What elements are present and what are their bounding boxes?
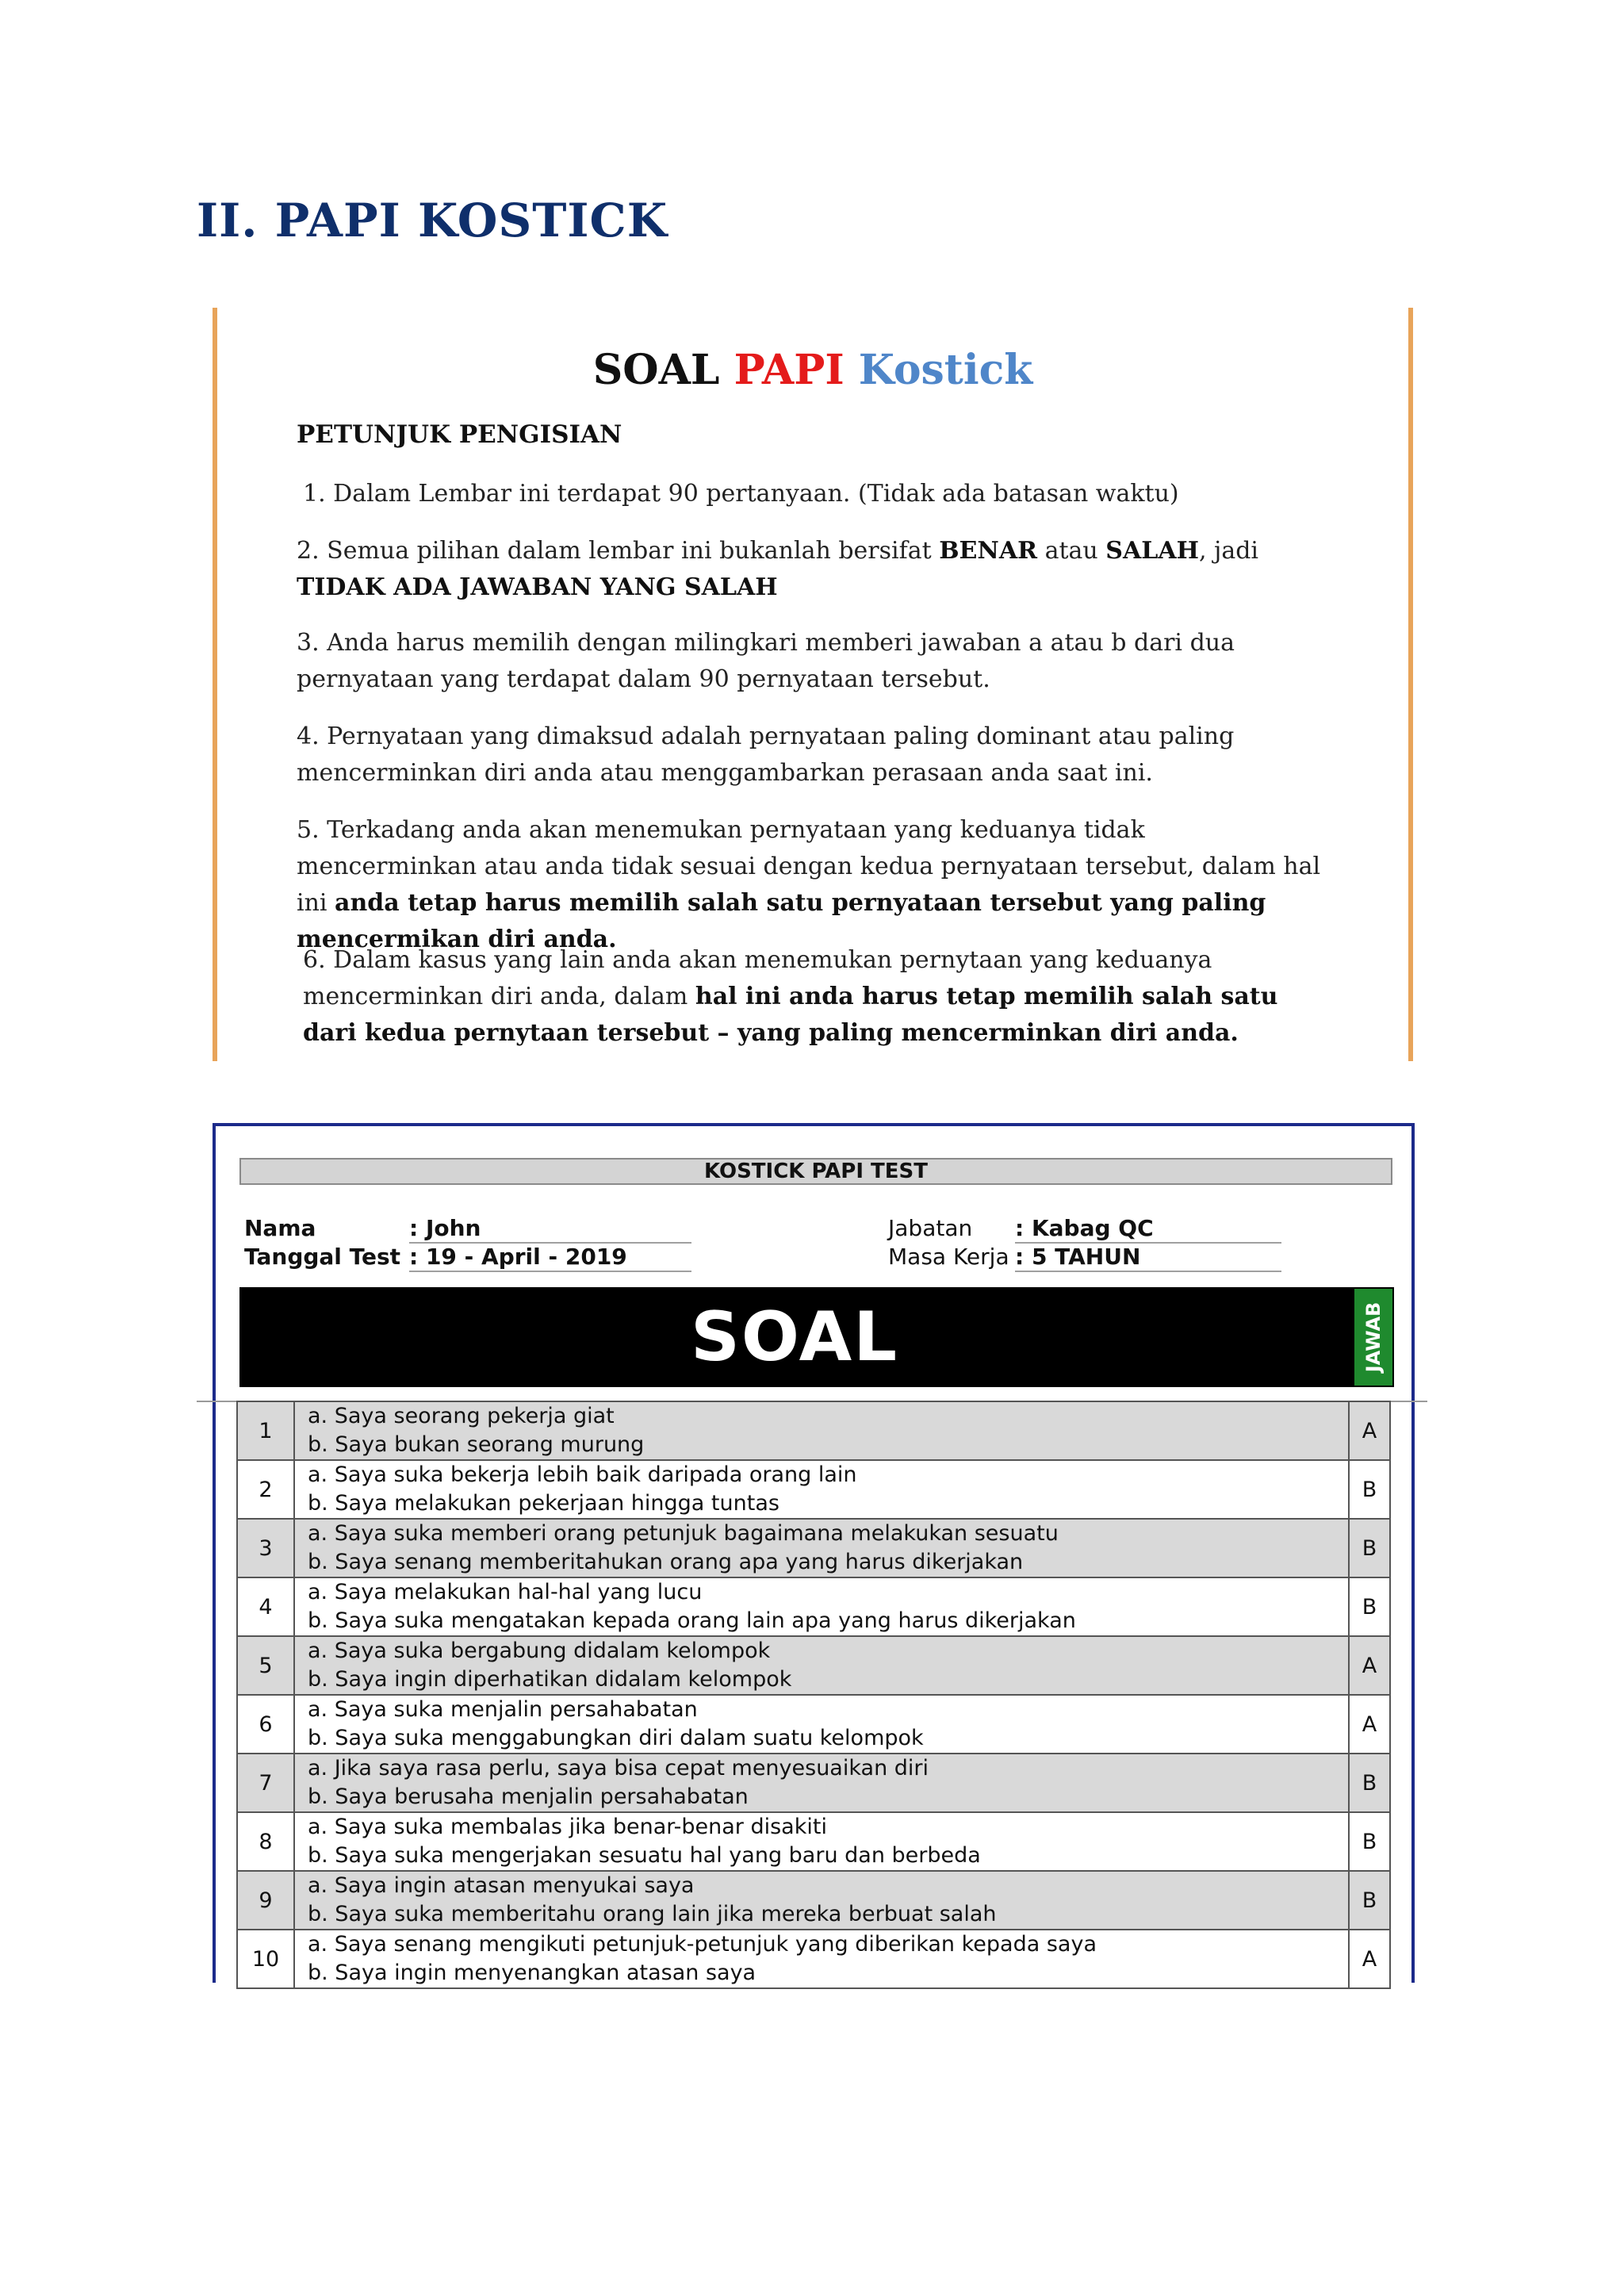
- nama-label: Nama: [244, 1215, 316, 1241]
- question-row: [237, 1519, 1390, 1577]
- question-number: 9: [237, 1871, 294, 1930]
- answer-cell[interactable]: A: [1349, 1636, 1390, 1695]
- title-papi: PAPI: [733, 346, 845, 394]
- option-a[interactable]: a. Saya suka memberi orang petunjuk bagaimana melakukan sesuatu: [308, 1521, 1059, 1546]
- question-options: [294, 1754, 1349, 1812]
- answer-cell[interactable]: B: [1349, 1871, 1390, 1930]
- question-number: 6: [237, 1695, 294, 1754]
- soal-banner: [239, 1287, 1394, 1387]
- question-number: 3: [237, 1519, 294, 1577]
- jabatan-value: : Kabag QC: [1015, 1215, 1281, 1244]
- option-a[interactable]: a. Saya melakukan hal-hal yang lucu: [308, 1580, 703, 1604]
- instruction-bold: anda tetap harus memilih salah satu pernyataan tersebut yang paling mencermikan diri anda.: [297, 889, 1266, 953]
- answer-cell[interactable]: A: [1349, 1695, 1390, 1754]
- soal-title: [217, 346, 1408, 394]
- option-a[interactable]: a. Saya suka bekerja lebih baik daripada orang lain: [308, 1462, 857, 1487]
- nama-value: : John: [409, 1215, 691, 1244]
- masa-kerja-label: Masa Kerja: [888, 1244, 1009, 1270]
- sheet-header: KOSTICK PAPI TEST: [239, 1158, 1392, 1185]
- option-b[interactable]: b. Saya berusaha menjalin persahabatan: [308, 1784, 749, 1809]
- option-b[interactable]: b. Saya ingin diperhatikan didalam kelompok: [308, 1667, 792, 1692]
- option-b[interactable]: b. Saya melakukan pekerjaan hingga tuntas: [308, 1491, 779, 1516]
- masa-kerja-value: : 5 TAHUN: [1015, 1244, 1281, 1272]
- question-row: [237, 1636, 1390, 1695]
- answer-cell[interactable]: B: [1349, 1577, 1390, 1636]
- question-row: [237, 1754, 1390, 1812]
- instructions-subtitle: PETUNJUK PENGISIAN: [297, 420, 622, 449]
- instruction-text: 2. Semua pilihan dalam lembar ini bukanlah bersifat: [297, 537, 940, 565]
- instruction-text: atau: [1037, 537, 1106, 565]
- question-row: [237, 1577, 1390, 1636]
- instruction-text: 5. Terkadang anda akan menemukan pernyataan yang keduanya tidak mencerminkan atau anda tidak sesuai dengan kedua pernyataan tersebut, dalam hal ini: [297, 816, 1321, 917]
- instruction-bold: hal ini anda harus tetap memilih salah satu dari kedua pernytaan tersebut – yang paling mencerminkan diri anda.: [303, 983, 1278, 1047]
- question-options: [294, 1636, 1349, 1695]
- option-a[interactable]: a. Jika saya rasa perlu, saya bisa cepat menyesuaikan diri: [308, 1756, 929, 1780]
- jawab-column-header: [1354, 1289, 1392, 1386]
- jabatan-label: Jabatan: [888, 1215, 973, 1241]
- question-options: [294, 1930, 1349, 1988]
- question-number: 10: [237, 1930, 294, 1988]
- option-a[interactable]: a. Saya senang mengikuti petunjuk-petunjuk yang diberikan kepada saya: [308, 1932, 1097, 1957]
- instruction-text: , jadi: [1198, 537, 1259, 565]
- instruction-item-6: [303, 942, 1334, 1052]
- option-b[interactable]: b. Saya suka menggabungkan diri dalam suatu kelompok: [308, 1726, 924, 1750]
- option-b[interactable]: b. Saya suka mengerjakan sesuatu hal yang baru dan berbeda: [308, 1843, 981, 1868]
- option-b[interactable]: b. Saya ingin menyenangkan atasan saya: [308, 1961, 756, 1985]
- question-row: [237, 1401, 1390, 1460]
- tanggal-label: Tanggal Test: [244, 1244, 401, 1270]
- instruction-item-4: 4. Pernyataan yang dimaksud adalah pernyataan paling dominant atau paling mencerminkan diri anda atau menggambarkan perasaan anda saat ini.: [297, 723, 1235, 787]
- option-b[interactable]: b. Saya suka memberitahu orang lain jika mereka berbuat salah: [308, 1902, 997, 1926]
- title-kostick: Kostick: [858, 346, 1033, 394]
- question-options: [294, 1812, 1349, 1871]
- instruction-item-1: 1. Dalam Lembar ini terdapat 90 pertanyaan. (Tidak ada batasan waktu): [303, 480, 1179, 508]
- instructions-box: [213, 308, 1413, 1061]
- question-row: [237, 1812, 1390, 1871]
- banner-text: SOAL: [690, 1297, 899, 1377]
- answer-cell[interactable]: B: [1349, 1812, 1390, 1871]
- option-b[interactable]: b. Saya bukan seorang murung: [308, 1432, 645, 1457]
- question-row: [237, 1460, 1390, 1519]
- question-number: 5: [237, 1636, 294, 1695]
- question-options: [294, 1460, 1349, 1519]
- question-number: 1: [237, 1401, 294, 1460]
- question-options: [294, 1695, 1349, 1754]
- instruction-bold: SALAH: [1105, 537, 1199, 565]
- instruction-item-3: 3. Anda harus memilih dengan milingkari memberi jawaban a atau b dari dua pernyataan yang terdapat dalam 90 pernyataan tersebut.: [297, 629, 1235, 693]
- instruction-item-5: [297, 812, 1327, 958]
- question-number: 8: [237, 1812, 294, 1871]
- question-options: [294, 1519, 1349, 1577]
- question-row: [237, 1695, 1390, 1754]
- question-number: 7: [237, 1754, 294, 1812]
- answer-cell[interactable]: A: [1349, 1401, 1390, 1460]
- option-b[interactable]: b. Saya suka mengatakan kepada orang lain apa yang harus dikerjakan: [308, 1608, 1076, 1633]
- info-left: [244, 1215, 879, 1278]
- question-row: [237, 1930, 1390, 1988]
- question-options: [294, 1871, 1349, 1930]
- instruction-bold: TIDAK ADA JAWABAN YANG SALAH: [297, 573, 778, 601]
- tanggal-value: : 19 - April - 2019: [409, 1244, 691, 1272]
- answer-cell[interactable]: B: [1349, 1460, 1390, 1519]
- option-a[interactable]: a. Saya seorang pekerja giat: [308, 1404, 615, 1428]
- question-row: [237, 1871, 1390, 1930]
- page-heading: II. PAPI KOSTICK: [197, 194, 668, 247]
- option-a[interactable]: a. Saya suka membalas jika benar-benar disakiti: [308, 1815, 827, 1839]
- jawab-label: JAWAB: [1362, 1301, 1385, 1373]
- answer-cell[interactable]: B: [1349, 1519, 1390, 1577]
- question-options: [294, 1401, 1349, 1460]
- question-options: [294, 1577, 1349, 1636]
- question-number: 4: [237, 1577, 294, 1636]
- answer-cell[interactable]: A: [1349, 1930, 1390, 1988]
- question-number: 2: [237, 1460, 294, 1519]
- option-b[interactable]: b. Saya senang memberitahukan orang apa yang harus dikerjakan: [308, 1550, 1024, 1574]
- answer-cell[interactable]: B: [1349, 1754, 1390, 1812]
- instruction-bold: BENAR: [939, 537, 1038, 565]
- option-a[interactable]: a. Saya suka menjalin persahabatan: [308, 1697, 698, 1722]
- questions-table: [236, 1401, 1391, 1989]
- option-a[interactable]: a. Saya ingin atasan menyukai saya: [308, 1873, 695, 1898]
- instruction-item-2: [297, 533, 1327, 606]
- instruction-text: 6. Dalam kasus yang lain anda akan menemukan pernytaan yang keduanya mencerminkan diri anda, dalam: [303, 946, 1212, 1010]
- info-right: [888, 1215, 1332, 1278]
- title-soal: SOAL: [592, 346, 720, 394]
- option-a[interactable]: a. Saya suka bergabung didalam kelompok: [308, 1639, 771, 1663]
